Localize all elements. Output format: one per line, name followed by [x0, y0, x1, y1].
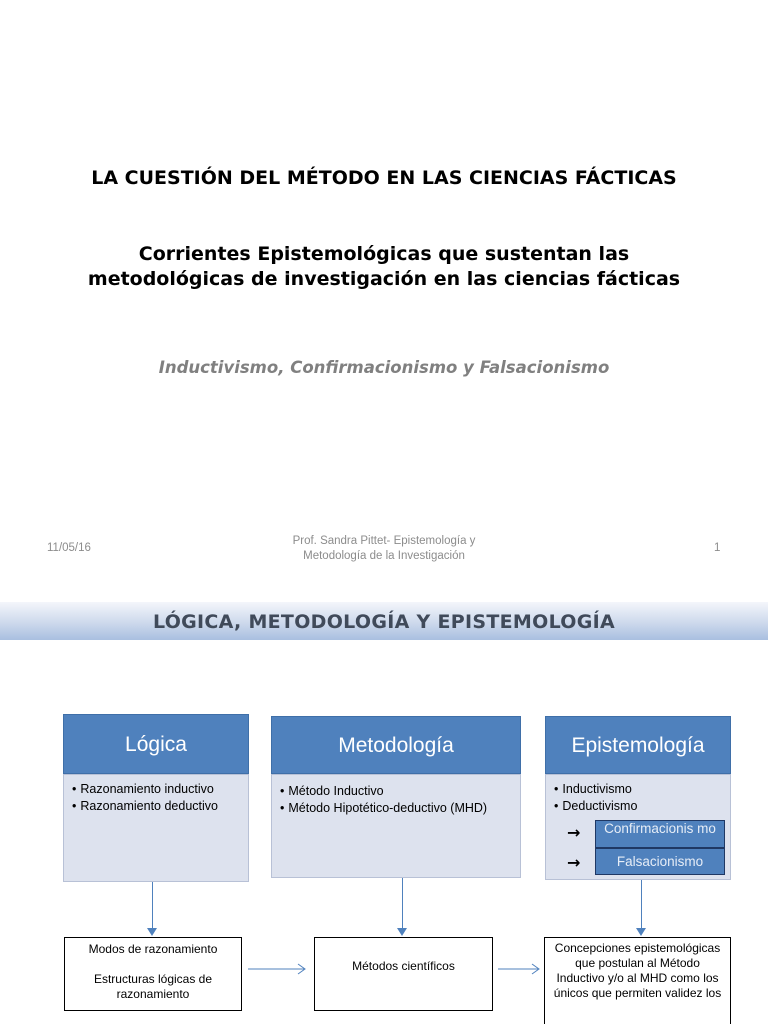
confirmacionismo-box: Confirmacionis mo [595, 820, 725, 848]
right-arrow-icon: → [567, 853, 581, 872]
footer-date: 11/05/16 [47, 542, 91, 554]
logica-heading: Lógica [63, 714, 249, 774]
falsacionismo-box: Falsacionismo [595, 848, 725, 875]
metodos-cientificos-box: Métodos científicos [314, 937, 493, 1011]
down-arrow-line [402, 878, 403, 930]
metodologia-heading: Metodología [271, 716, 521, 774]
down-arrow-icon [147, 928, 157, 936]
down-arrow-line [641, 880, 642, 930]
concepciones-box: Concepciones epistemológicas que postulan al Método Inductivo y/o al MHD como los únicos que permiten validez los [544, 937, 731, 1024]
footer-author-line1: Prof. Sandra Pittet- Epistemología y [292, 535, 476, 547]
footer-author [250, 534, 518, 564]
down-arrow-line [152, 882, 153, 930]
metodologia-body [271, 774, 521, 878]
slide-2-title: LÓGICA, METODOLOGÍA Y EPISTEMOLOGÍA [152, 611, 616, 633]
epistemologia-item: • Inductivismo [554, 781, 730, 798]
right-arrow-icon [498, 962, 544, 976]
slide-1-subtitle: Inductivismo, Confirmacionismo y Falsacionismo [158, 358, 610, 377]
box-text: Modos de razonamiento [88, 942, 218, 956]
slide-2 [0, 580, 768, 1024]
modos-razonamiento-box [64, 937, 242, 1011]
footer-page-number: 1 [714, 542, 721, 554]
logica-item: • Razonamiento inductivo [72, 781, 248, 798]
logica-body [63, 774, 249, 882]
logica-item: • Razonamiento deductivo [72, 798, 248, 815]
metodologia-item: • Método Hipotético-deductivo (MHD) [280, 800, 520, 817]
metodologia-item: • Método Inductivo [280, 783, 520, 800]
down-arrow-icon [397, 928, 407, 936]
epistemologia-item: • Deductivismo [554, 798, 730, 815]
down-arrow-icon [636, 928, 646, 936]
footer-author-line2: Metodología de la Investigación [303, 550, 465, 562]
right-arrow-icon: → [567, 823, 581, 842]
slide-1-title: LA CUESTIÓN DEL MÉTODO EN LAS CIENCIAS FÁCTICAS [91, 167, 677, 189]
epistemologia-heading: Epistemología [545, 716, 731, 774]
box-text: Estructuras lógicas de razonamiento [93, 972, 213, 1001]
slide-1-heading: Corrientes Epistemológicas que sustentan las metodológicas de investigación en las ciencias fácticas [87, 243, 681, 290]
right-arrow-icon [248, 962, 310, 976]
